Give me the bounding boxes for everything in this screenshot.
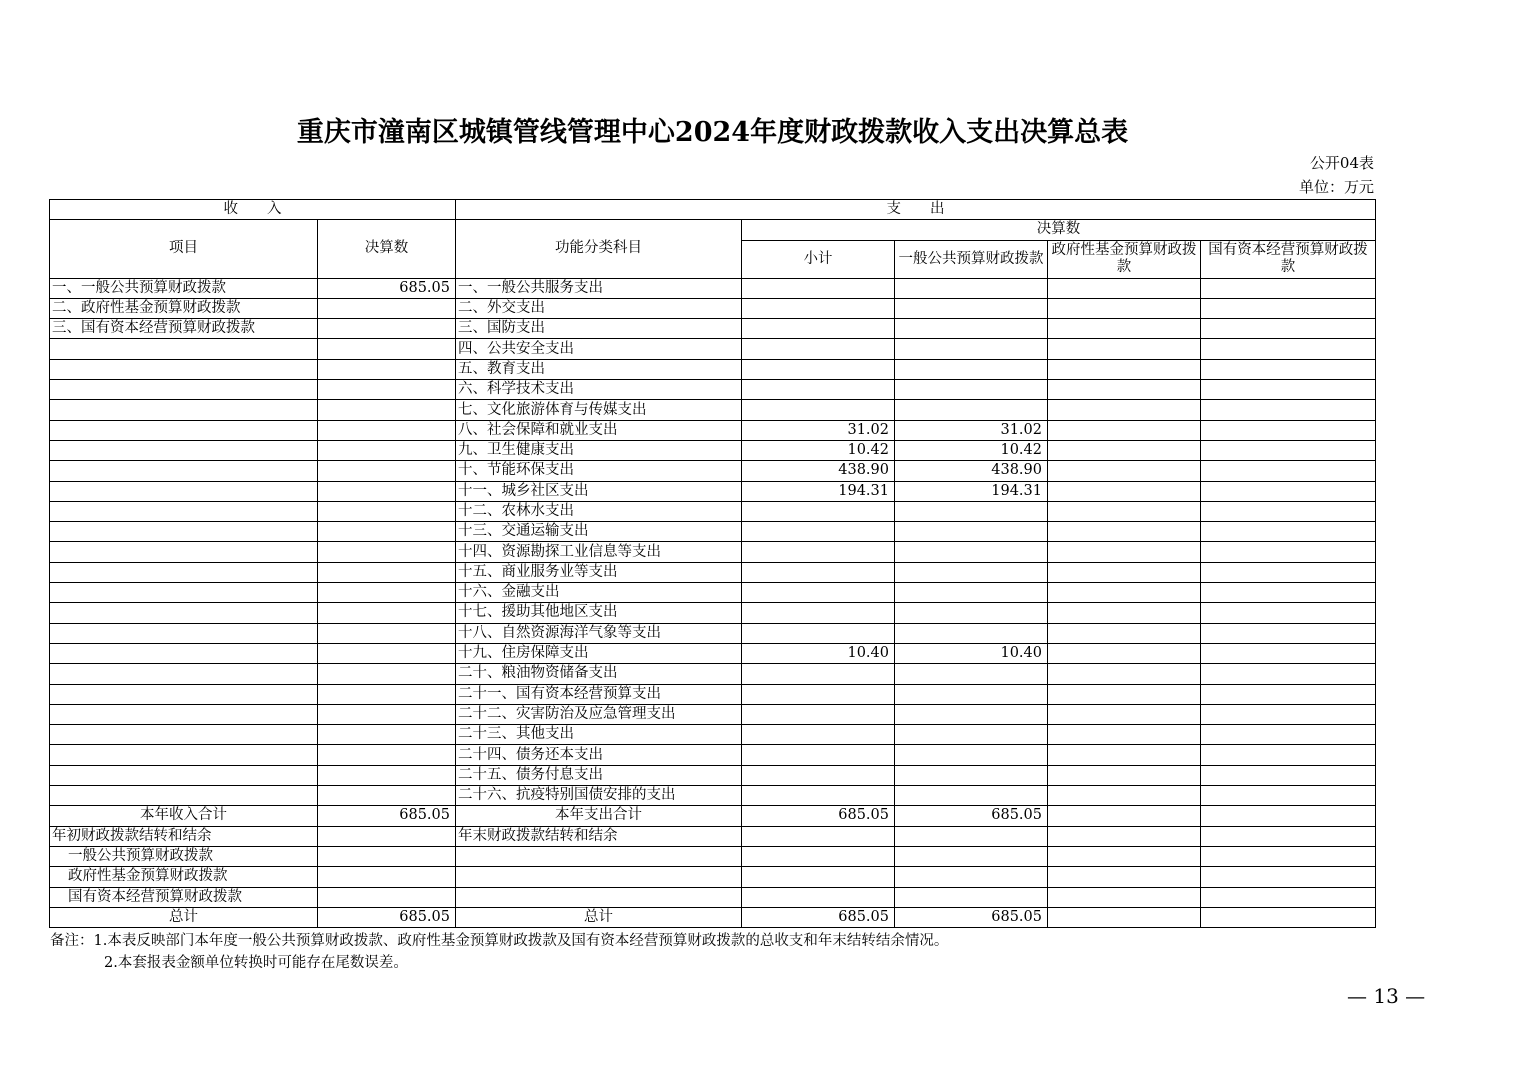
closing-carryover-value — [1048, 826, 1201, 846]
subtotal-cell — [742, 501, 895, 521]
gov-fund-cell — [1048, 400, 1201, 420]
gov-fund-cell — [1048, 522, 1201, 542]
income-item-cell — [50, 643, 318, 663]
expense-item-cell: 四、公共安全支出 — [456, 339, 742, 359]
gov-fund-header: 政府性基金预算财政拨款 — [1048, 240, 1201, 278]
subtotal-cell — [742, 298, 895, 318]
expense-item-cell: 十七、援助其他地区支出 — [456, 603, 742, 623]
carryover-item-value — [1201, 887, 1376, 907]
note-line-2: 2.本套报表金额单位转换时可能存在尾数误差。 — [104, 955, 408, 971]
income-amount-cell — [318, 380, 456, 400]
year-expense-fund — [1048, 806, 1201, 826]
subtotal-cell — [742, 623, 895, 643]
carryover-item-value — [456, 887, 742, 907]
subtotal-cell — [742, 339, 895, 359]
gov-fund-cell — [1048, 501, 1201, 521]
expense-item-cell: 十八、自然资源海洋气象等支出 — [456, 623, 742, 643]
gov-fund-cell — [1048, 359, 1201, 379]
closing-carryover-value — [895, 826, 1048, 846]
income-amount-cell — [318, 623, 456, 643]
income-amount-cell — [318, 583, 456, 603]
income-item-cell — [50, 522, 318, 542]
grand-expense-capital — [1201, 907, 1376, 927]
expense-item-cell: 三、国防支出 — [456, 319, 742, 339]
carryover-item-value — [895, 846, 1048, 866]
general-budget-cell — [895, 562, 1048, 582]
gov-fund-cell — [1048, 542, 1201, 562]
table-row — [50, 562, 1376, 582]
income-item-cell — [50, 501, 318, 521]
general-budget-cell — [895, 623, 1048, 643]
income-item-cell — [50, 380, 318, 400]
gov-fund-cell — [1048, 603, 1201, 623]
carryover-item-label: 政府性基金预算财政拨款 — [50, 867, 318, 887]
income-item-cell — [50, 704, 318, 724]
expense-item-cell: 十九、住房保障支出 — [456, 643, 742, 663]
income-amount-cell: 685.05 — [318, 278, 456, 298]
subtotal-cell — [742, 786, 895, 806]
state-capital-cell — [1201, 704, 1376, 724]
carryover-item-label: 一般公共预算财政拨款 — [50, 846, 318, 866]
unit-label: 单位：万元 — [1298, 178, 1374, 196]
page-title: 重庆市潼南区城镇管线管理中心2024年度财政拨款收入支出决算总表 — [296, 117, 1129, 148]
table-row — [50, 684, 1376, 704]
subtotal-cell: 31.02 — [742, 420, 895, 440]
state-capital-cell — [1201, 380, 1376, 400]
income-item-cell — [50, 603, 318, 623]
income-item-cell — [50, 786, 318, 806]
grand-income-total-label: 总计 — [50, 907, 318, 927]
state-capital-cell — [1201, 420, 1376, 440]
state-capital-cell — [1201, 765, 1376, 785]
state-capital-cell — [1201, 522, 1376, 542]
table-row — [50, 319, 1376, 339]
header-row-1 — [50, 200, 1376, 220]
state-capital-cell — [1201, 339, 1376, 359]
income-amount-cell — [318, 786, 456, 806]
year-total-row — [50, 806, 1376, 826]
carryover-item-value — [1048, 867, 1201, 887]
general-budget-cell — [895, 725, 1048, 745]
state-capital-cell — [1201, 319, 1376, 339]
carryover-item-value — [456, 846, 742, 866]
income-item-cell — [50, 481, 318, 501]
final-amount-header: 决算数 — [318, 220, 456, 278]
carryover-item-value — [742, 867, 895, 887]
gov-fund-cell — [1048, 319, 1201, 339]
income-amount-cell — [318, 542, 456, 562]
income-amount-cell — [318, 664, 456, 684]
state-capital-cell — [1201, 400, 1376, 420]
state-capital-cell — [1201, 542, 1376, 562]
carryover-item-value — [895, 867, 1048, 887]
income-amount-cell — [318, 562, 456, 582]
opening-carryover-amount — [318, 826, 456, 846]
carryover-item-value — [456, 867, 742, 887]
income-amount-cell — [318, 461, 456, 481]
state-capital-cell — [1201, 481, 1376, 501]
subtotal-cell — [742, 603, 895, 623]
gov-fund-cell — [1048, 339, 1201, 359]
income-item-cell — [50, 664, 318, 684]
state-capital-header: 国有资本经营预算财政拨款 — [1201, 240, 1376, 278]
gov-fund-cell — [1048, 461, 1201, 481]
gov-fund-cell — [1048, 380, 1201, 400]
expense-item-cell: 七、文化旅游体育与传媒支出 — [456, 400, 742, 420]
carryover-item-row — [50, 887, 1376, 907]
year-expense-capital — [1201, 806, 1376, 826]
expense-header: 支 出 — [456, 200, 1376, 220]
state-capital-cell — [1201, 583, 1376, 603]
gov-fund-cell — [1048, 440, 1201, 460]
table-row — [50, 298, 1376, 318]
subtotal-cell — [742, 278, 895, 298]
subtotal-header: 小计 — [742, 240, 895, 278]
income-item-cell — [50, 339, 318, 359]
subtotal-cell — [742, 562, 895, 582]
general-budget-cell — [895, 380, 1048, 400]
carryover-item-value — [895, 887, 1048, 907]
state-capital-cell — [1201, 725, 1376, 745]
carryover-item-value — [318, 846, 456, 866]
carryover-item-value — [318, 887, 456, 907]
carryover-item-value — [318, 867, 456, 887]
income-item-cell — [50, 725, 318, 745]
subtotal-cell — [742, 765, 895, 785]
table-row — [50, 542, 1376, 562]
closing-carryover-label: 年末财政拨款结转和结余 — [456, 826, 742, 846]
year-expense-subtotal: 685.05 — [742, 806, 895, 826]
table-row — [50, 725, 1376, 745]
general-budget-cell — [895, 542, 1048, 562]
note-line-1: 备注：1.本表反映部门本年度一般公共预算财政拨款、政府性基金预算财政拨款及国有资本经营预算财政拨款的总收支和年末结转结余情况。 — [50, 933, 949, 949]
table-row — [50, 278, 1376, 298]
header-row-2 — [50, 220, 1376, 240]
carryover-item-value — [1048, 846, 1201, 866]
carryover-item-value — [1048, 887, 1201, 907]
gov-fund-cell — [1048, 786, 1201, 806]
closing-carryover-value — [1201, 826, 1376, 846]
subtotal-cell — [742, 400, 895, 420]
grand-total-row — [50, 907, 1376, 927]
income-amount-cell — [318, 440, 456, 460]
income-item-cell — [50, 420, 318, 440]
gov-fund-cell — [1048, 684, 1201, 704]
table-row — [50, 380, 1376, 400]
gov-fund-cell — [1048, 278, 1201, 298]
subtotal-cell — [742, 725, 895, 745]
expense-item-cell: 十六、金融支出 — [456, 583, 742, 603]
expense-item-cell: 二十、粮油物资储备支出 — [456, 664, 742, 684]
income-item-cell — [50, 623, 318, 643]
table-row — [50, 461, 1376, 481]
expense-item-cell: 二十三、其他支出 — [456, 725, 742, 745]
table-row — [50, 339, 1376, 359]
page-number: — 13 — — [1347, 984, 1426, 1008]
carryover-item-value — [742, 846, 895, 866]
general-budget-cell — [895, 704, 1048, 724]
subtotal-cell: 10.40 — [742, 643, 895, 663]
carryover-row — [50, 826, 1376, 846]
table-row — [50, 440, 1376, 460]
general-budget-cell: 438.90 — [895, 461, 1048, 481]
state-capital-cell — [1201, 359, 1376, 379]
subtotal-cell — [742, 684, 895, 704]
table-row — [50, 481, 1376, 501]
year-expense-general: 685.05 — [895, 806, 1048, 826]
income-amount-cell — [318, 339, 456, 359]
expense-item-cell: 二十四、债务还本支出 — [456, 745, 742, 765]
general-budget-cell — [895, 603, 1048, 623]
table-row — [50, 664, 1376, 684]
table-row — [50, 603, 1376, 623]
income-item-cell — [50, 461, 318, 481]
general-budget-cell — [895, 298, 1048, 318]
closing-carryover-value — [742, 826, 895, 846]
carryover-item-row — [50, 867, 1376, 887]
state-capital-cell — [1201, 786, 1376, 806]
state-capital-cell — [1201, 603, 1376, 623]
income-amount-cell — [318, 725, 456, 745]
subtotal-cell: 438.90 — [742, 461, 895, 481]
general-budget-cell — [895, 522, 1048, 542]
general-budget-cell: 10.40 — [895, 643, 1048, 663]
state-capital-cell — [1201, 461, 1376, 481]
final-amount-group-header: 决算数 — [742, 220, 1376, 240]
carryover-item-row — [50, 846, 1376, 866]
general-budget-cell: 31.02 — [895, 420, 1048, 440]
gov-fund-cell — [1048, 420, 1201, 440]
state-capital-cell — [1201, 623, 1376, 643]
income-amount-cell — [318, 684, 456, 704]
year-expense-total-label: 本年支出合计 — [456, 806, 742, 826]
gov-fund-cell — [1048, 765, 1201, 785]
income-item-cell — [50, 765, 318, 785]
income-amount-cell — [318, 420, 456, 440]
income-item-cell — [50, 359, 318, 379]
income-item-cell — [50, 542, 318, 562]
general-budget-cell — [895, 583, 1048, 603]
general-budget-cell — [895, 278, 1048, 298]
expense-item-cell: 九、卫生健康支出 — [456, 440, 742, 460]
state-capital-cell — [1201, 643, 1376, 663]
income-amount-cell — [318, 400, 456, 420]
gov-fund-cell — [1048, 562, 1201, 582]
state-capital-cell — [1201, 562, 1376, 582]
general-budget-cell — [895, 684, 1048, 704]
carryover-item-value — [1201, 867, 1376, 887]
expense-item-cell: 二、外交支出 — [456, 298, 742, 318]
income-header: 收 入 — [50, 200, 456, 220]
carryover-item-value — [1201, 846, 1376, 866]
carryover-item-label: 国有资本经营预算财政拨款 — [50, 887, 318, 907]
income-item-cell — [50, 562, 318, 582]
subtotal-cell — [742, 704, 895, 724]
table-row — [50, 522, 1376, 542]
income-amount-cell — [318, 522, 456, 542]
general-budget-cell — [895, 400, 1048, 420]
subtotal-cell: 10.42 — [742, 440, 895, 460]
carryover-item-value — [742, 887, 895, 907]
grand-expense-subtotal: 685.05 — [742, 907, 895, 927]
subtotal-cell: 194.31 — [742, 481, 895, 501]
subtotal-cell — [742, 319, 895, 339]
subtotal-cell — [742, 380, 895, 400]
income-amount-cell — [318, 603, 456, 623]
expense-item-cell: 二十二、灾害防治及应急管理支出 — [456, 704, 742, 724]
expense-item-cell: 一、一般公共服务支出 — [456, 278, 742, 298]
gov-fund-cell — [1048, 643, 1201, 663]
income-amount-cell — [318, 643, 456, 663]
table-row — [50, 704, 1376, 724]
budget-table — [49, 199, 1376, 928]
income-amount-cell — [318, 359, 456, 379]
state-capital-cell — [1201, 684, 1376, 704]
table-row — [50, 745, 1376, 765]
table-row — [50, 501, 1376, 521]
general-budget-cell — [895, 786, 1048, 806]
expense-item-cell: 十二、农林水支出 — [456, 501, 742, 521]
func-category-header: 功能分类科目 — [456, 220, 742, 278]
table-row — [50, 359, 1376, 379]
income-item-cell — [50, 684, 318, 704]
income-item-cell: 二、政府性基金预算财政拨款 — [50, 298, 318, 318]
opening-carryover-label: 年初财政拨款结转和结余 — [50, 826, 318, 846]
year-income-total-amount: 685.05 — [318, 806, 456, 826]
gov-fund-cell — [1048, 704, 1201, 724]
table-row — [50, 643, 1376, 663]
income-amount-cell — [318, 704, 456, 724]
gov-fund-cell — [1048, 298, 1201, 318]
state-capital-cell — [1201, 501, 1376, 521]
income-amount-cell — [318, 481, 456, 501]
subtotal-cell — [742, 583, 895, 603]
expense-item-cell: 十五、商业服务业等支出 — [456, 562, 742, 582]
grand-expense-total-label: 总计 — [456, 907, 742, 927]
grand-income-total-amount: 685.05 — [318, 907, 456, 927]
income-amount-cell — [318, 319, 456, 339]
income-amount-cell — [318, 765, 456, 785]
state-capital-cell — [1201, 664, 1376, 684]
general-budget-cell — [895, 339, 1048, 359]
general-budget-header: 一般公共预算财政拨款 — [895, 240, 1048, 278]
expense-item-cell: 二十五、债务付息支出 — [456, 765, 742, 785]
subtotal-cell — [742, 359, 895, 379]
income-item-cell — [50, 400, 318, 420]
gov-fund-cell — [1048, 583, 1201, 603]
table-row — [50, 583, 1376, 603]
state-capital-cell — [1201, 440, 1376, 460]
general-budget-cell: 10.42 — [895, 440, 1048, 460]
income-amount-cell — [318, 298, 456, 318]
gov-fund-cell — [1048, 725, 1201, 745]
expense-item-cell: 十三、交通运输支出 — [456, 522, 742, 542]
subtotal-cell — [742, 664, 895, 684]
table-row — [50, 420, 1376, 440]
income-item-cell — [50, 440, 318, 460]
general-budget-cell — [895, 319, 1048, 339]
gov-fund-cell — [1048, 623, 1201, 643]
state-capital-cell — [1201, 278, 1376, 298]
grand-expense-fund — [1048, 907, 1201, 927]
general-budget-cell — [895, 664, 1048, 684]
income-item-cell: 三、国有资本经营预算财政拨款 — [50, 319, 318, 339]
income-item-cell — [50, 745, 318, 765]
table-row — [50, 400, 1376, 420]
table-row — [50, 765, 1376, 785]
income-amount-cell — [318, 501, 456, 521]
general-budget-cell — [895, 359, 1048, 379]
expense-item-cell: 八、社会保障和就业支出 — [456, 420, 742, 440]
grand-expense-general: 685.05 — [895, 907, 1048, 927]
form-number: 公开04表 — [1309, 154, 1374, 172]
expense-item-cell: 十一、城乡社区支出 — [456, 481, 742, 501]
expense-item-cell: 五、教育支出 — [456, 359, 742, 379]
table-row — [50, 786, 1376, 806]
state-capital-cell — [1201, 745, 1376, 765]
gov-fund-cell — [1048, 481, 1201, 501]
subtotal-cell — [742, 542, 895, 562]
expense-item-cell: 十、节能环保支出 — [456, 461, 742, 481]
gov-fund-cell — [1048, 664, 1201, 684]
expense-item-cell: 六、科学技术支出 — [456, 380, 742, 400]
subtotal-cell — [742, 745, 895, 765]
table-row — [50, 623, 1376, 643]
gov-fund-cell — [1048, 745, 1201, 765]
general-budget-cell — [895, 745, 1048, 765]
item-header: 项目 — [50, 220, 318, 278]
expense-item-cell: 十四、资源勘探工业信息等支出 — [456, 542, 742, 562]
expense-item-cell: 二十一、国有资本经营预算支出 — [456, 684, 742, 704]
notes — [50, 930, 948, 974]
general-budget-cell — [895, 765, 1048, 785]
expense-item-cell: 二十六、抗疫特别国债安排的支出 — [456, 786, 742, 806]
year-income-total-label: 本年收入合计 — [50, 806, 318, 826]
income-item-cell: 一、一般公共预算财政拨款 — [50, 278, 318, 298]
general-budget-cell — [895, 501, 1048, 521]
state-capital-cell — [1201, 298, 1376, 318]
general-budget-cell: 194.31 — [895, 481, 1048, 501]
income-item-cell — [50, 583, 318, 603]
subtotal-cell — [742, 522, 895, 542]
income-amount-cell — [318, 745, 456, 765]
